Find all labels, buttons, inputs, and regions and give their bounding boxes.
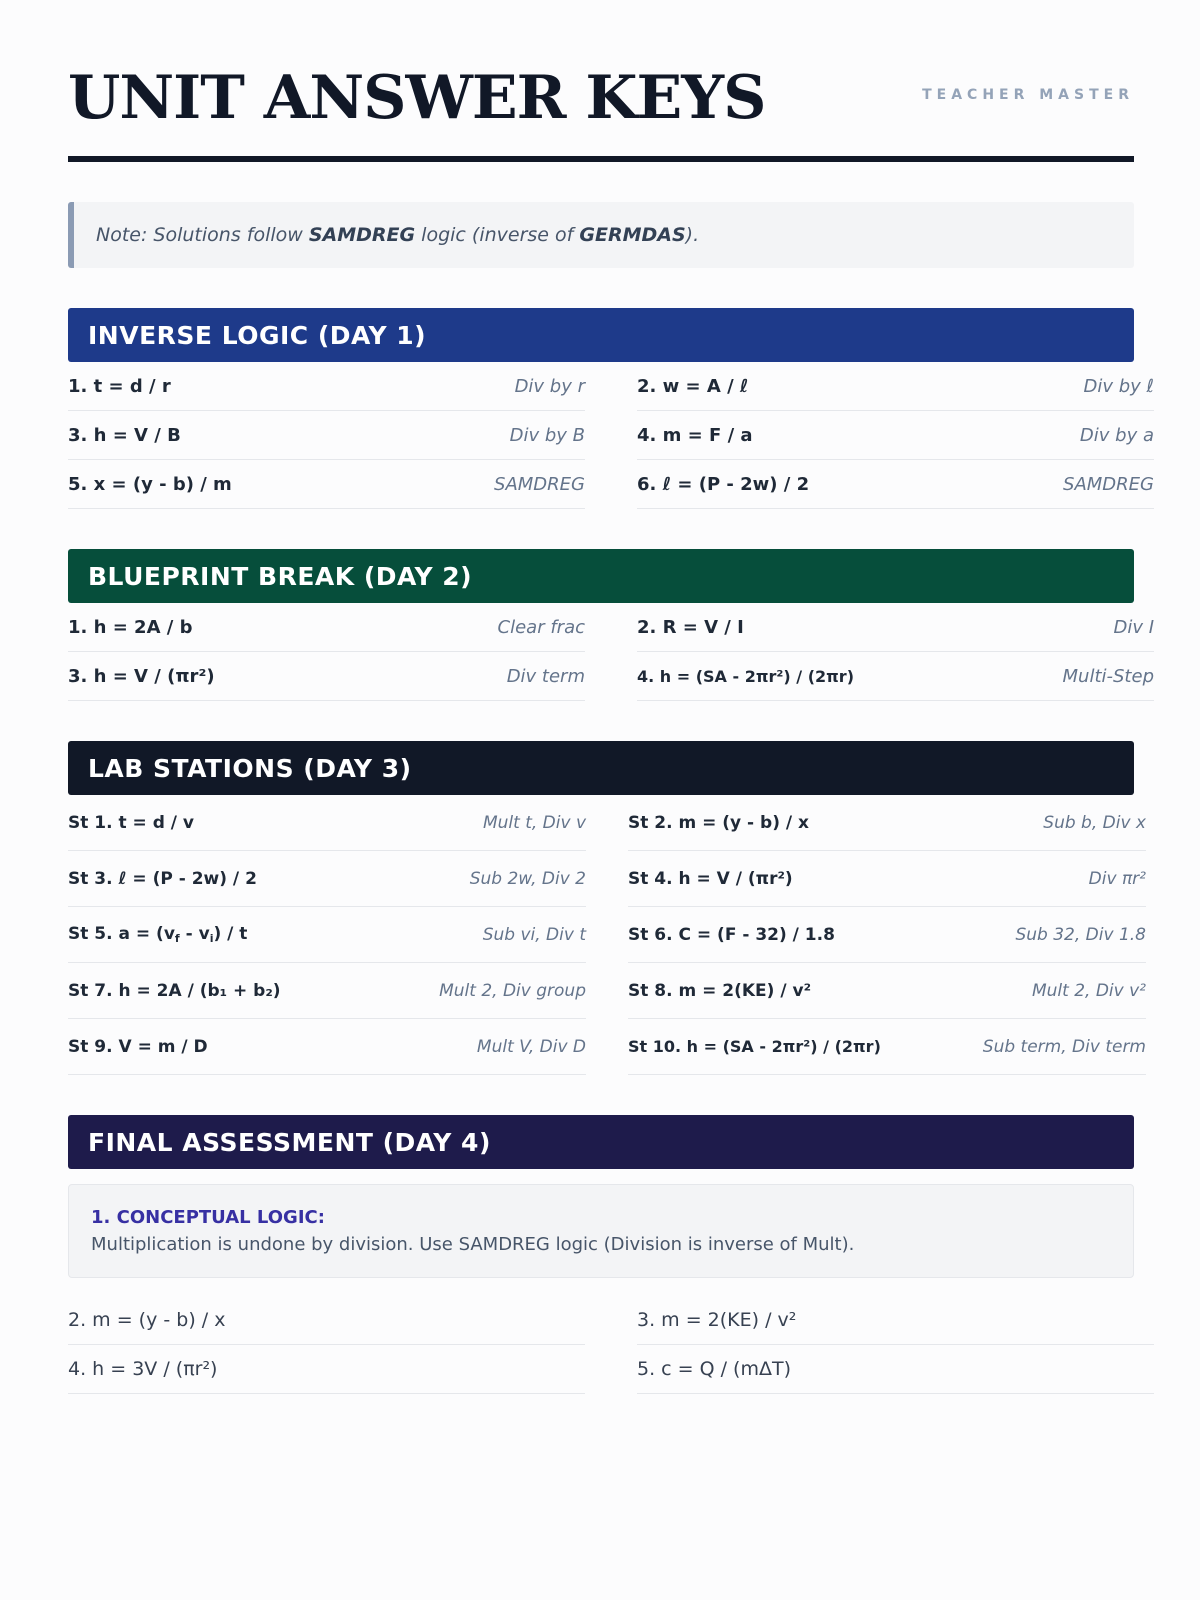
note-suffix: ). xyxy=(685,224,700,246)
answer-row xyxy=(637,362,1154,411)
station-equation: St 9. V = m / D xyxy=(68,1036,208,1057)
answer-hint: Div I xyxy=(1113,616,1154,638)
station-row xyxy=(68,851,586,907)
station-row xyxy=(628,851,1146,907)
station-hint: Sub 32, Div 1.8 xyxy=(1015,924,1146,945)
final-answer: 4. h = 3V / (πr²) xyxy=(68,1358,218,1380)
answer-hint: Div by ℓ xyxy=(1083,375,1154,397)
answer-row xyxy=(637,411,1154,460)
station-hint: Sub term, Div term xyxy=(982,1036,1146,1057)
concept-title: 1. CONCEPTUAL LOGIC: xyxy=(91,1207,325,1228)
answer-equation: 5. x = (y - b) / m xyxy=(68,473,232,495)
eq-part: St 5. a = (v xyxy=(68,924,175,944)
station-equation: St 7. h = 2A / (b₁ + b₂) xyxy=(68,980,281,1001)
final-answer-row xyxy=(637,1345,1154,1394)
station-row xyxy=(68,1019,586,1075)
day2-answers xyxy=(68,603,1154,701)
subscript-i: i xyxy=(209,932,214,945)
answer-equation: 3. h = V / (πr²) xyxy=(68,665,215,687)
answer-row xyxy=(68,362,585,411)
station-equation: St 8. m = 2(KE) / v² xyxy=(628,980,812,1001)
station-hint: Div πr² xyxy=(1088,868,1146,889)
answer-hint: Clear frac xyxy=(497,616,585,638)
samdreg-note xyxy=(68,202,1134,268)
eq-part: ) / t xyxy=(213,924,248,944)
answer-hint: Div by a xyxy=(1079,424,1154,446)
answer-equation: 1. t = d / r xyxy=(68,375,171,397)
section-header-day4: FINAL ASSESSMENT (DAY 4) xyxy=(68,1115,1134,1169)
note-middle: logic (inverse of xyxy=(421,224,574,246)
station-equation: St 2. m = (y - b) / x xyxy=(628,812,809,833)
station-equation: St 4. h = V / (πr²) xyxy=(628,868,793,889)
station-row xyxy=(628,907,1146,963)
answer-hint: Div term xyxy=(506,665,585,687)
answer-row xyxy=(68,460,585,509)
station-hint: Mult 2, Div v² xyxy=(1031,980,1146,1001)
eq-part: - v xyxy=(179,924,210,944)
answer-row xyxy=(68,652,585,701)
note-term-germdas: GERMDAS xyxy=(579,224,686,246)
section-header-day1: INVERSE LOGIC (DAY 1) xyxy=(68,308,1134,362)
teacher-master-badge: TEACHER MASTER xyxy=(922,87,1134,103)
answer-row xyxy=(68,603,585,652)
page-header xyxy=(68,0,1134,162)
answer-hint: SAMDREG xyxy=(494,473,585,495)
conceptual-logic-box xyxy=(68,1184,1134,1278)
final-answer-row xyxy=(68,1345,585,1394)
section-header-day2: BLUEPRINT BREAK (DAY 2) xyxy=(68,549,1134,603)
station-row xyxy=(68,795,586,851)
station-row xyxy=(68,963,586,1019)
station-equation xyxy=(68,924,247,945)
answer-row xyxy=(637,460,1154,509)
station-row xyxy=(628,963,1146,1019)
final-answer: 2. m = (y - b) / x xyxy=(68,1309,226,1331)
answer-equation: 4. m = F / a xyxy=(637,424,753,446)
note-prefix: Note: Solutions follow xyxy=(96,224,303,246)
station-hint: Sub b, Div x xyxy=(1043,812,1146,833)
final-answer-row xyxy=(637,1296,1154,1345)
answer-equation: 4. h = (SA - 2πr²) / (2πr) xyxy=(637,666,855,686)
day1-answers xyxy=(68,362,1154,509)
station-hint: Sub 2w, Div 2 xyxy=(469,868,586,889)
answer-equation: 2. w = A / ℓ xyxy=(637,375,749,397)
final-answer: 3. m = 2(KE) / v² xyxy=(637,1309,797,1331)
answer-hint: Div by B xyxy=(509,424,585,446)
station-row xyxy=(628,795,1146,851)
station-hint: Sub vi, Div t xyxy=(482,924,586,945)
page-title: UNIT ANSWER KEYS xyxy=(68,63,766,133)
day3-answers xyxy=(68,795,1146,1075)
final-answer: 5. c = Q / (mΔT) xyxy=(637,1358,791,1380)
answer-equation: 2. R = V / I xyxy=(637,616,744,638)
station-hint: Mult t, Div v xyxy=(482,812,586,833)
final-answer-row xyxy=(68,1296,585,1345)
note-term-samdreg: SAMDREG xyxy=(308,224,416,246)
answer-row xyxy=(68,411,585,460)
concept-text: Multiplication is undone by division. Use SAMDREG logic (Division is inverse of Mult). xyxy=(91,1234,855,1255)
station-hint: Mult 2, Div group xyxy=(439,980,586,1001)
answer-hint: Div by r xyxy=(514,375,585,397)
station-equation: St 1. t = d / v xyxy=(68,812,194,833)
answer-equation: 6. ℓ = (P - 2w) / 2 xyxy=(637,473,810,495)
station-row xyxy=(68,907,586,963)
station-equation: St 10. h = (SA - 2πr²) / (2πr) xyxy=(628,1037,881,1056)
answer-row xyxy=(637,652,1154,701)
station-hint: Mult V, Div D xyxy=(476,1036,586,1057)
day4-answers xyxy=(68,1296,1134,1394)
subscript-f: f xyxy=(174,932,180,945)
answer-hint: SAMDREG xyxy=(1063,473,1154,495)
station-row xyxy=(628,1019,1146,1075)
station-equation: St 3. ℓ = (P - 2w) / 2 xyxy=(68,868,257,889)
answer-equation: 3. h = V / B xyxy=(68,424,181,446)
station-equation: St 6. C = (F - 32) / 1.8 xyxy=(628,924,835,945)
answer-equation: 1. h = 2A / b xyxy=(68,616,193,638)
section-header-day3: LAB STATIONS (DAY 3) xyxy=(68,741,1134,795)
answer-hint: Multi-Step xyxy=(1062,665,1154,687)
answer-row xyxy=(637,603,1154,652)
